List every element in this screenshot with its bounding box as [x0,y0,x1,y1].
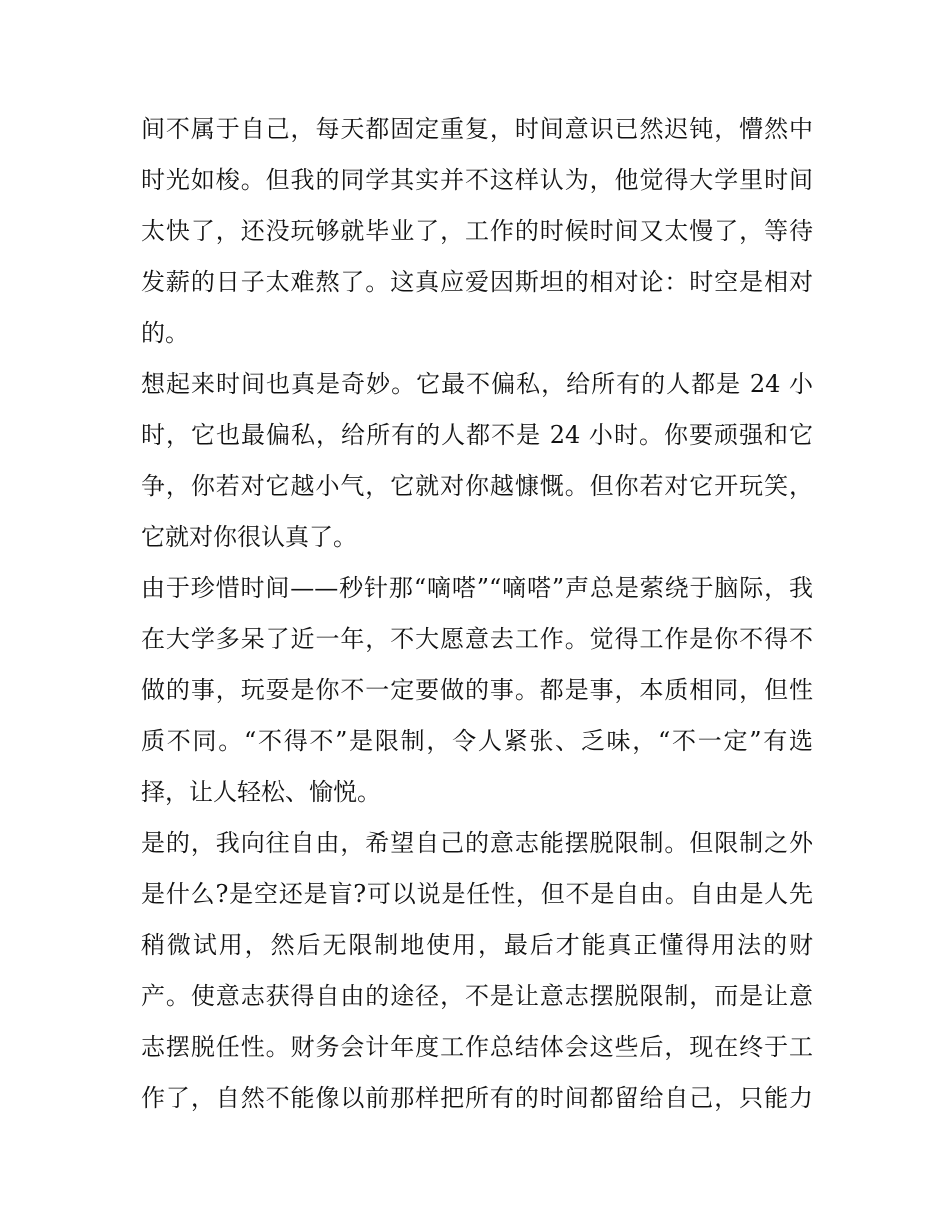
text-line: 质不同。“不得不”是限制，令人紧张、乏味，“不一定”有选 [141,727,813,755]
text-line: 由于珍惜时间——秒针那“嘀嗒”“嘀嗒”声总是萦绕于脑际，我 [141,574,813,602]
text-line: 稍微试用，然后无限制地使用，最后才能真正懂得用法的财 [141,931,813,959]
text-line: 争，你若对它越小气，它就对你越慷慨。但你若对它开玩笑， [141,472,813,500]
document-body [141,104,813,1124]
paragraph [141,359,813,563]
text-line: 太快了，还没玩够就毕业了，工作的时候时间又太慢了，等待 [141,217,813,245]
text-line: 的。 [141,319,189,347]
paragraph [141,818,813,1124]
text-line: 在大学多呆了近一年，不大愿意去工作。觉得工作是你不得不 [141,625,813,653]
text-line: 它就对你很认真了。 [141,523,357,551]
text-line: 择，让人轻松、愉悦。 [141,778,381,806]
paragraph [141,563,813,818]
text-line: 作了，自然不能像以前那样把所有的时间都留给自己，只能力 [141,1084,813,1112]
text-line: 间不属于自己，每天都固定重复，时间意识已然迟钝，懵然中 [141,115,813,143]
paragraph [141,104,813,359]
text-line: 时，它也最偏私，给所有的人都不是 24 小时。你要顽强和它 [141,421,813,449]
text-line: 是的，我向往自由，希望自己的意志能摆脱限制。但限制之外 [141,829,813,857]
text-line: 做的事，玩耍是你不一定要做的事。都是事，本质相同，但性 [141,676,813,704]
text-line: 产。使意志获得自由的途径，不是让意志摆脱限制，而是让意 [141,982,813,1010]
text-line: 发薪的日子太难熬了。这真应爱因斯坦的相对论：时空是相对 [141,268,813,296]
text-line: 志摆脱任性。财务会计年度工作总结体会这些后，现在终于工 [141,1033,813,1061]
text-line: 想起来时间也真是奇妙。它最不偏私，给所有的人都是 24 小 [141,370,813,398]
text-line: 时光如梭。但我的同学其实并不这样认为，他觉得大学里时间 [141,166,813,194]
text-line: 是什么?是空还是盲?可以说是任性，但不是自由。自由是人先 [141,880,813,908]
